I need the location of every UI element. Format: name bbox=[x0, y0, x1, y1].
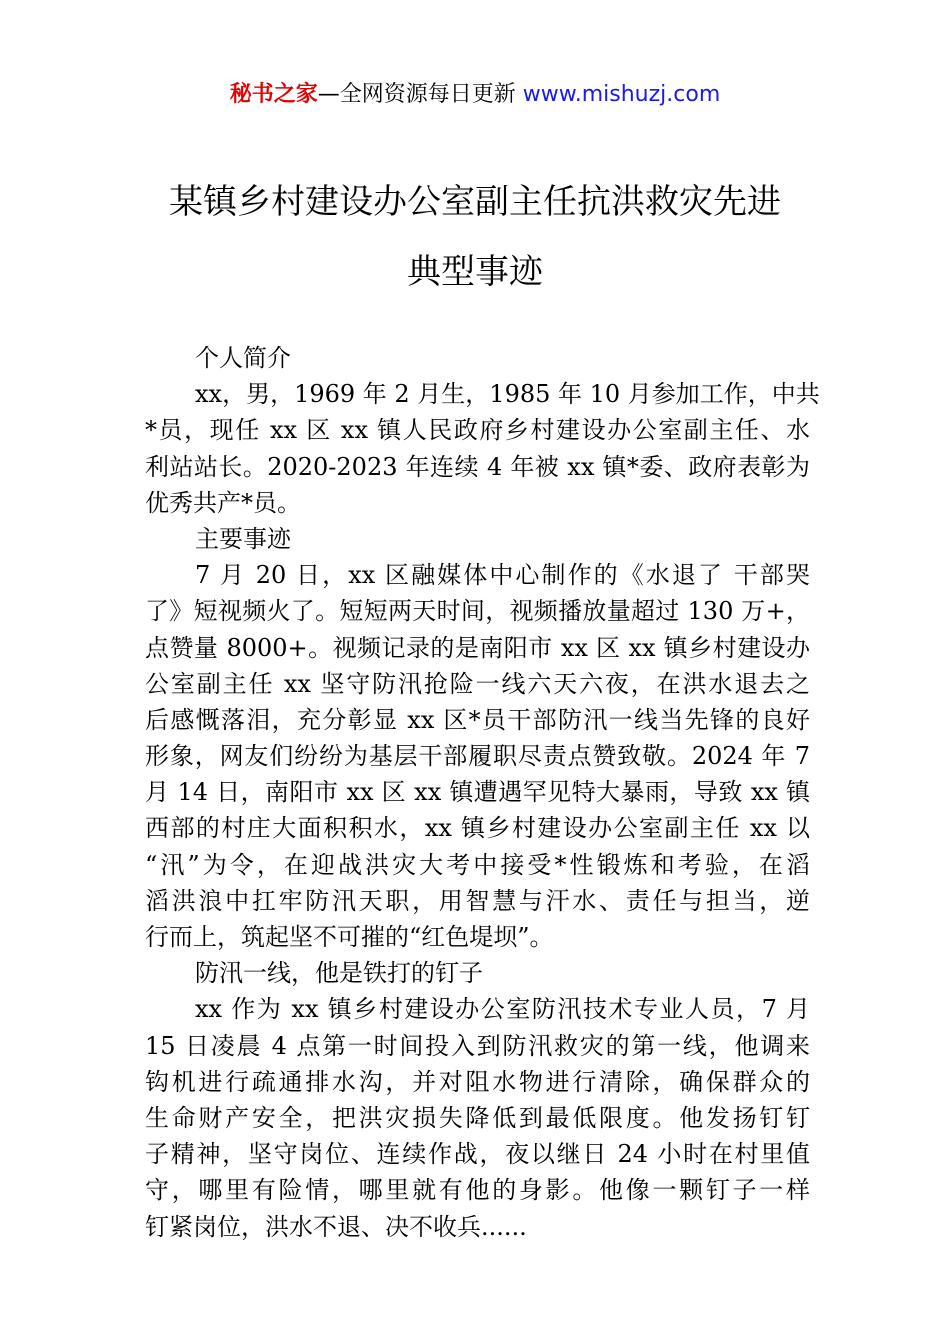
flood-paragraph bbox=[145, 991, 810, 1244]
paragraph-line: 形象，网友们纷纷为基层干部履职尽责点赞致敬。2024 年 7 bbox=[145, 742, 810, 771]
paragraph-line: 月 14 日，南阳市 xx 区 xx 镇遭遇罕见特大暴雨，导致 xx 镇 bbox=[145, 778, 810, 807]
header-tagline: —全网资源每日更新 bbox=[317, 82, 523, 107]
paragraph-line: 了》短视频火了。短短两天时间，视频播放量超过 130 万+， bbox=[145, 597, 810, 626]
main-paragraph bbox=[145, 557, 810, 955]
paragraph-line: 后感慨落泪，充分彰显 xx 区*员干部防汛一线当先锋的良好 bbox=[145, 705, 810, 734]
paragraph-line: 7 月 20 日，xx 区融媒体中心制作的《水退了 干部哭 bbox=[195, 561, 810, 590]
paragraph-line: 利站站长。2020-2023 年连续 4 年被 xx 镇*委、政府表彰为 bbox=[145, 452, 810, 481]
intro-paragraph bbox=[145, 376, 820, 521]
paragraph-line: 生命财产安全，把洪灾损失降低到最低限度。他发扬钉钉 bbox=[145, 1103, 810, 1132]
paragraph-line: 点赞量 8000+。视频记录的是南阳市 xx 区 xx 镇乡村建设办 bbox=[145, 633, 810, 662]
paragraph-line: 15 日凌晨 4 点第一时间投入到防汛救灾的第一线，他调来 bbox=[145, 1031, 810, 1060]
section-heading-main: 主要事迹 bbox=[195, 524, 291, 553]
paragraph-line: 公室副主任 xx 坚守防汛抢险一线六天六夜，在洪水退去之 bbox=[145, 669, 810, 698]
document-title-line-1: 某镇乡村建设办公室副主任抗洪救灾先进 bbox=[169, 182, 781, 222]
paragraph-line: 西部的村庄大面积积水，xx 镇乡村建设办公室副主任 xx 以 bbox=[145, 814, 810, 843]
brand-name: 秘书之家 bbox=[229, 82, 318, 107]
document-title-line-2: 典型事迹 bbox=[407, 252, 543, 292]
paragraph-line: 守，哪里有险情，哪里就有他的身影。他像一颗钉子一样 bbox=[145, 1176, 810, 1205]
paragraph-line: xx，男，1969 年 2 月生，1985 年 10 月参加工作，中共 bbox=[195, 380, 820, 409]
paragraph-line: 滔洪浪中扛牢防汛天职，用智慧与汗水、责任与担当，逆 bbox=[145, 886, 810, 915]
paragraph-line: xx 作为 xx 镇乡村建设办公室防汛技术专业人员，7 月 bbox=[195, 995, 810, 1024]
paragraph-line: “汛”为令，在迎战洪灾大考中接受*性锻炼和考验，在滔 bbox=[145, 850, 810, 879]
paragraph-line: *员，现任 xx 区 xx 镇人民政府乡村建设办公室副主任、水 bbox=[145, 416, 810, 445]
paragraph-line: 行而上，筑起坚不可摧的“红色堤坝”。 bbox=[145, 923, 554, 951]
paragraph-line: 钩机进行疏通排水沟，并对阻水物进行清除，确保群众的 bbox=[145, 1067, 810, 1096]
site-url-link[interactable]: www.mishuzj.com bbox=[522, 82, 721, 107]
paragraph-line: 钉紧岗位，洪水不退、决不收兵...... bbox=[145, 1212, 527, 1241]
site-header bbox=[0, 80, 950, 110]
section-heading-flood: 防汛一线，他是铁打的钉子 bbox=[195, 959, 483, 988]
section-heading-intro: 个人简介 bbox=[195, 344, 291, 372]
document-body bbox=[145, 340, 820, 1245]
paragraph-line: 优秀共产*员。 bbox=[145, 488, 301, 517]
paragraph-line: 子精神，坚守岗位、连续作战，夜以继日 24 小时在村里值 bbox=[145, 1140, 810, 1169]
